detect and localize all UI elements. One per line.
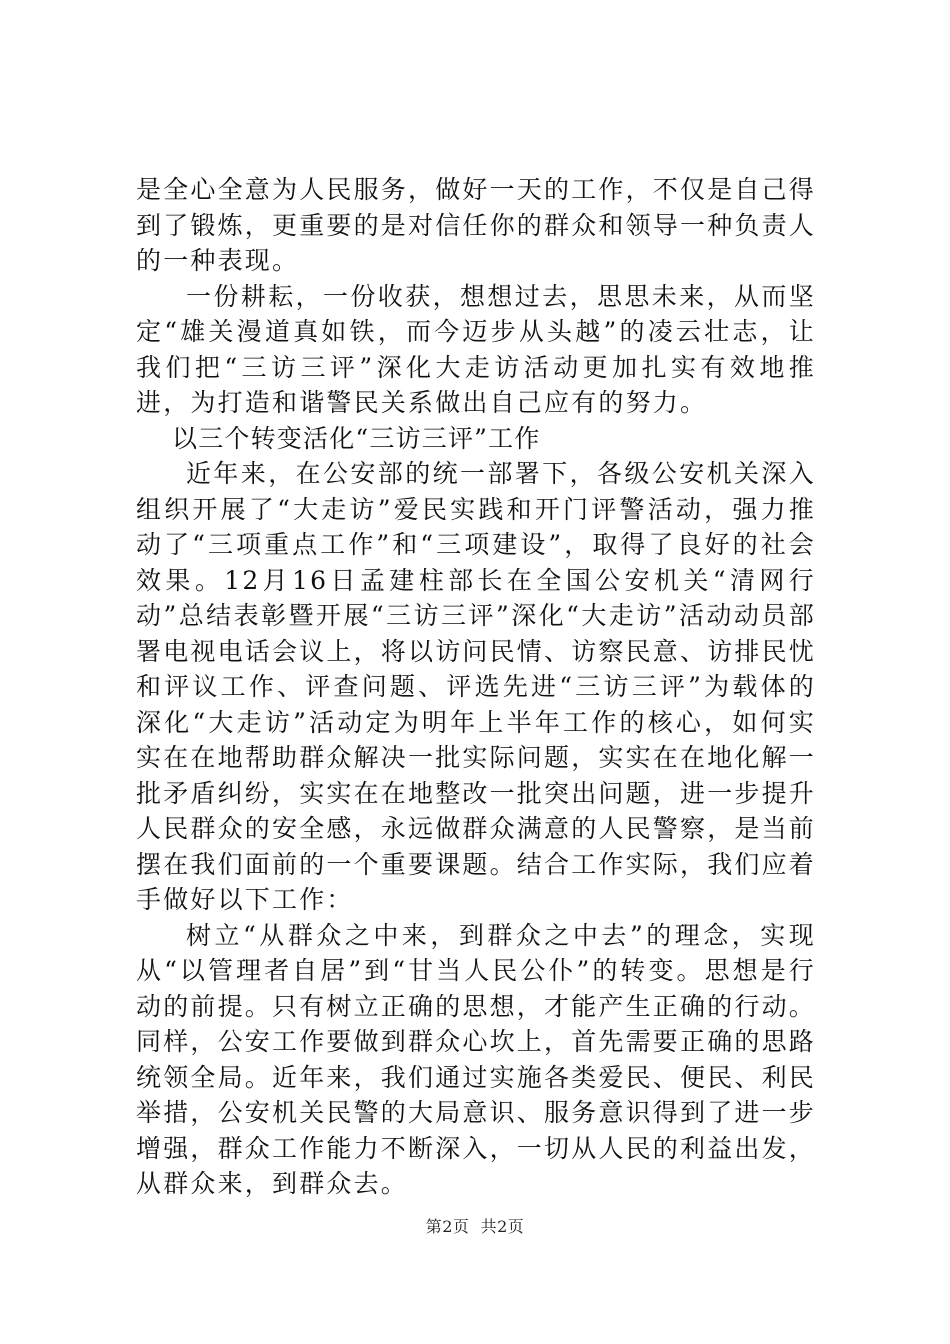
page-number: 第2页 bbox=[425, 1217, 470, 1236]
section-heading: 以三个转变活化“三访三评”工作 bbox=[172, 423, 541, 453]
paragraph-continuation: 是全心全意为人民服务，做好一天的工作，不仅是自己得到了锻炼，更重要的是对信任你的群众和领导一种负责人的一种表现。 bbox=[136, 175, 817, 275]
page-total: 共2页 bbox=[480, 1217, 525, 1236]
paragraph-concept: 树立“从群众之中来，到群众之中去”的理念，实现从“以管理者自居”到“甘当人民公仆”的转变。思想是行动的前提。只有树立正确的思想，才能产生正确的行动。同样，公安工作要做到群众心坎上，首先需要正确的思路统领全局。近年来，我们通过实施各类爱民、便民、利民举措，公安机关民警的大局意识、服务意识得到了进一步增强，群众工作能力不断深入，一切从人民的利益出发，从群众来，到群众去。 bbox=[136, 920, 817, 1198]
page-footer bbox=[0, 1216, 950, 1238]
paragraph-background: 近年来，在公安部的统一部署下，各级公安机关深入组织开展了“大走访”爱民实践和开门评警活动，强力推动了“三项重点工作”和“三项建设”，取得了良好的社会效果。12月16日孟建柱部长在全国公安机关“清网行动”总结表彰暨开展“三访三评”深化“大走访”活动动员部署电视电话会议上，将以访问民情、访察民意、访排民忧和评议工作、评查问题、评选先进“三访三评”为载体的深化“大走访”活动定为明年上半年工作的核心，如何实实在在地帮助群众解决一批实际问题，实实在在地化解一批矛盾纠纷，实实在在地整改一批突出问题，进一步提升人民群众的安全感，永远做群众满意的人民警察，是当前摆在我们面前的一个重要课题。结合工作实际，我们应着手做好以下工作： bbox=[136, 459, 817, 914]
paragraph-effort: 一份耕耘，一份收获，想想过去，思思未来，从而坚定“雄关漫道真如铁，而今迈步从头越”的凌云壮志，让我们把“三访三评”深化大走访活动更加扎实有效地推进，为打造和谐警民关系做出自己应有的努力。 bbox=[136, 281, 816, 417]
document-body bbox=[136, 172, 816, 1202]
